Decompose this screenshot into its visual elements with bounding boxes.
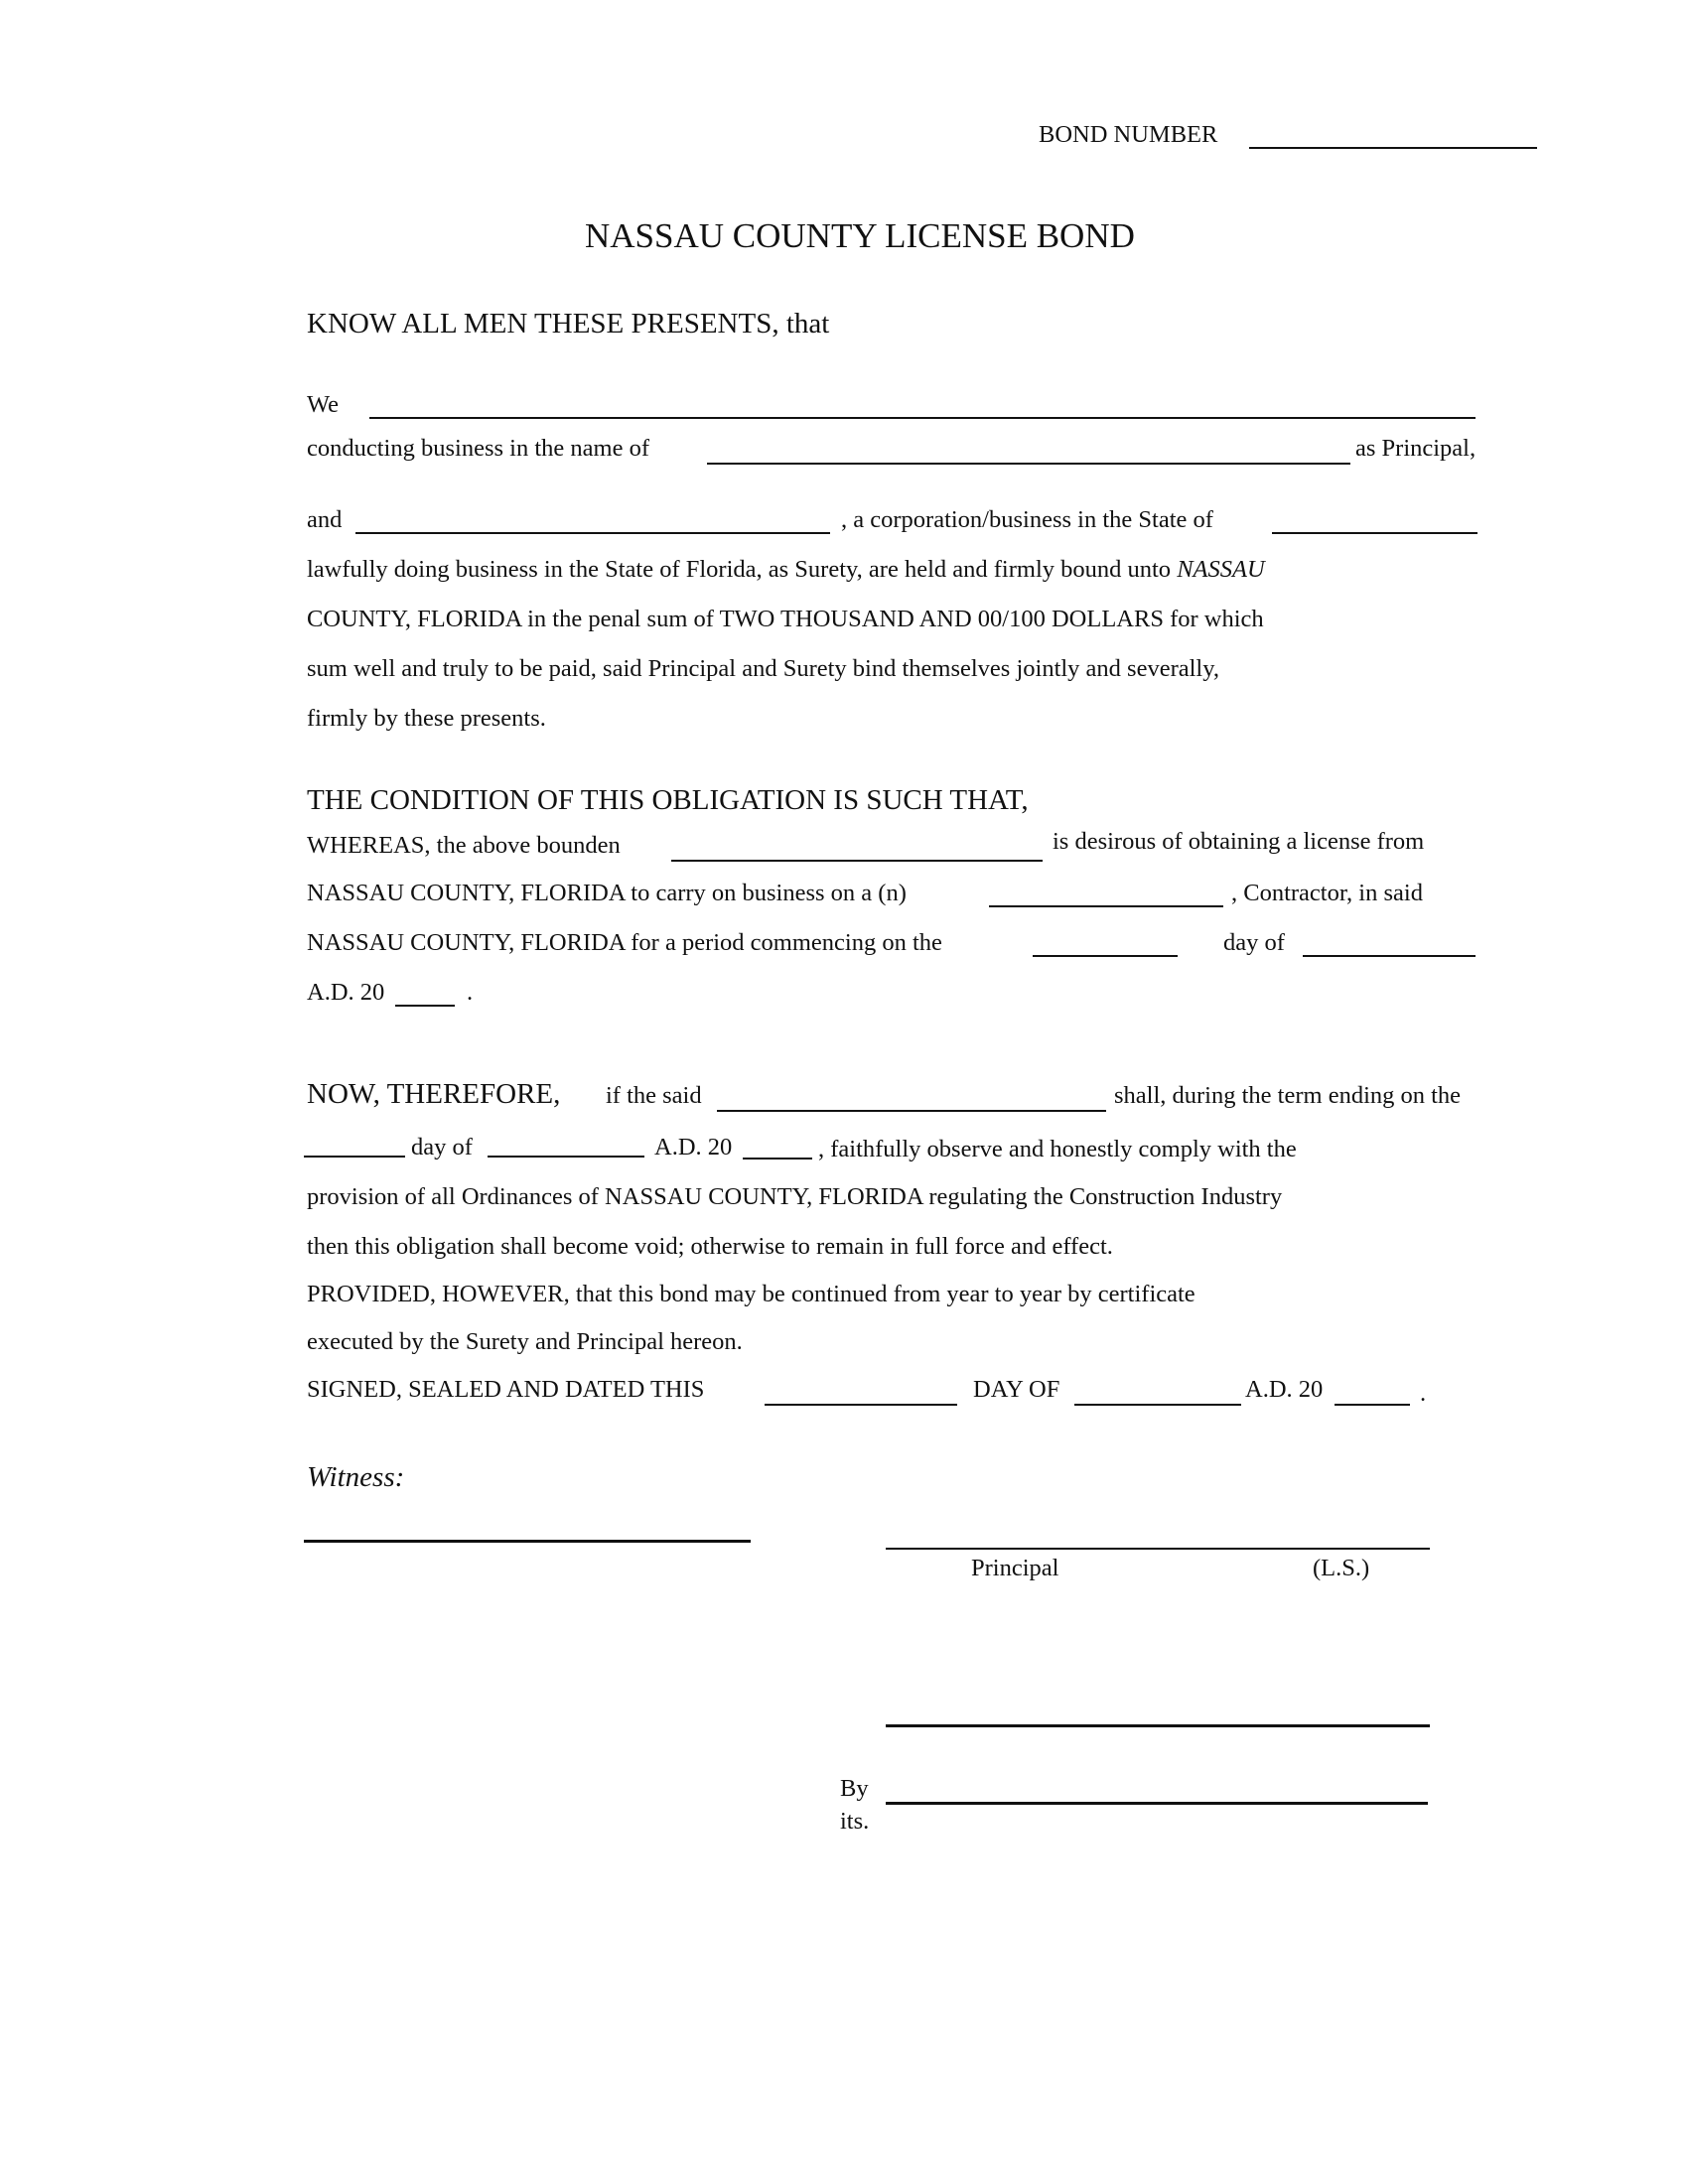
ending-day-of-label: day of [411,1134,473,1160]
period-label: NASSAU COUNTY, FLORIDA for a period commencing on the [307,929,942,956]
we-label: We [307,391,340,418]
signed-day-of-label: DAY OF [973,1376,1060,1403]
ending-ad20-label: A.D. 20 [654,1134,733,1160]
contractor-type-field[interactable] [989,905,1223,907]
ls-label: (L.S.) [1313,1555,1370,1581]
ending-day-field[interactable] [304,1156,405,1158]
know-all-heading: KNOW ALL MEN THESE PRESENTS, that [307,308,830,340]
and-label: and [307,506,343,533]
condition-heading: THE CONDITION OF THIS OBLIGATION IS SUCH THAT, [307,784,1029,816]
now-therefore-heading: NOW, THEREFORE, [307,1078,561,1110]
ad20-label: A.D. 20 [307,979,385,1006]
witness-label: Witness: [307,1461,405,1493]
as-principal-label: as Principal, [1355,435,1477,462]
principal-name-field[interactable] [369,417,1476,419]
surety-text-line-1-italic: NASSAU [1177,556,1265,583]
bond-number-field[interactable] [1249,147,1537,149]
signed-year-field[interactable] [1335,1404,1410,1406]
surety-text-line-4: firmly by these presents. [307,705,546,732]
faithfully-label: , faithfully observe and honestly comply with the [818,1136,1297,1162]
provided-line: PROVIDED, HOWEVER, that this bond may be continued from year to year by certificate [307,1281,1196,1307]
contractor-label: , Contractor, in said [1231,880,1423,906]
day-of-label: day of [1223,929,1285,956]
surety-state-field[interactable] [1272,532,1477,534]
surety-text-line-1 [307,558,1265,583]
corporation-label: , a corporation/business in the State of [841,506,1213,533]
bond-number-label: BOND NUMBER [1039,121,1218,148]
commencing-year-field[interactable] [395,1005,455,1007]
said-name-field[interactable] [717,1110,1106,1112]
surety-text-line-2: COUNTY, FLORIDA in the penal sum of TWO THOUSAND AND 00/100 DOLLARS for which [307,606,1264,632]
provision-line: provision of all Ordinances of NASSAU COUNTY, FLORIDA regulating the Construction Industry [307,1183,1283,1210]
carry-on-label: NASSAU COUNTY, FLORIDA to carry on business on a (n) [307,880,907,906]
witness-signature-line[interactable] [304,1540,751,1543]
signed-ad20-label: A.D. 20 [1245,1376,1324,1403]
whereas-label: WHEREAS, the above bounden [307,832,621,859]
shall-during-label: shall, during the term ending on the [1114,1082,1462,1109]
period-end: . [467,979,474,1006]
conducting-label: conducting business in the name of [307,435,649,462]
ending-month-field[interactable] [488,1156,644,1158]
if-said-label: if the said [606,1082,702,1109]
commencing-month-field[interactable] [1303,955,1476,957]
its-label: its. [840,1808,870,1835]
executed-line: executed by the Surety and Principal hereon. [307,1328,743,1355]
surety-text-line-3: sum well and truly to be paid, said Principal and Surety bind themselves jointly and severally, [307,655,1220,682]
bounden-name-field[interactable] [671,860,1043,862]
signed-end: . [1420,1380,1427,1407]
signed-month-field[interactable] [1074,1404,1241,1406]
principal-label: Principal [971,1555,1059,1581]
surety-signature-line[interactable] [886,1724,1430,1727]
surety-text-line-1-main: lawfully doing business in the State of Florida, as Surety, are held and firmly bound unto [307,556,1172,583]
business-name-field[interactable] [707,463,1350,465]
signed-day-field[interactable] [765,1404,957,1406]
principal-signature-line[interactable] [886,1548,1430,1550]
surety-name-field[interactable] [355,532,830,534]
by-label: By [840,1775,869,1802]
desirous-label: is desirous of obtaining a license from [1053,828,1425,855]
void-line: then this obligation shall become void; otherwise to remain in full force and effect. [307,1233,1113,1260]
ending-year-field[interactable] [743,1158,812,1160]
document-title: NASSAU COUNTY LICENSE BOND [585,216,1135,255]
signed-label: SIGNED, SEALED AND DATED THIS [307,1376,705,1403]
by-signature-line[interactable] [886,1802,1428,1805]
commencing-day-field[interactable] [1033,955,1178,957]
